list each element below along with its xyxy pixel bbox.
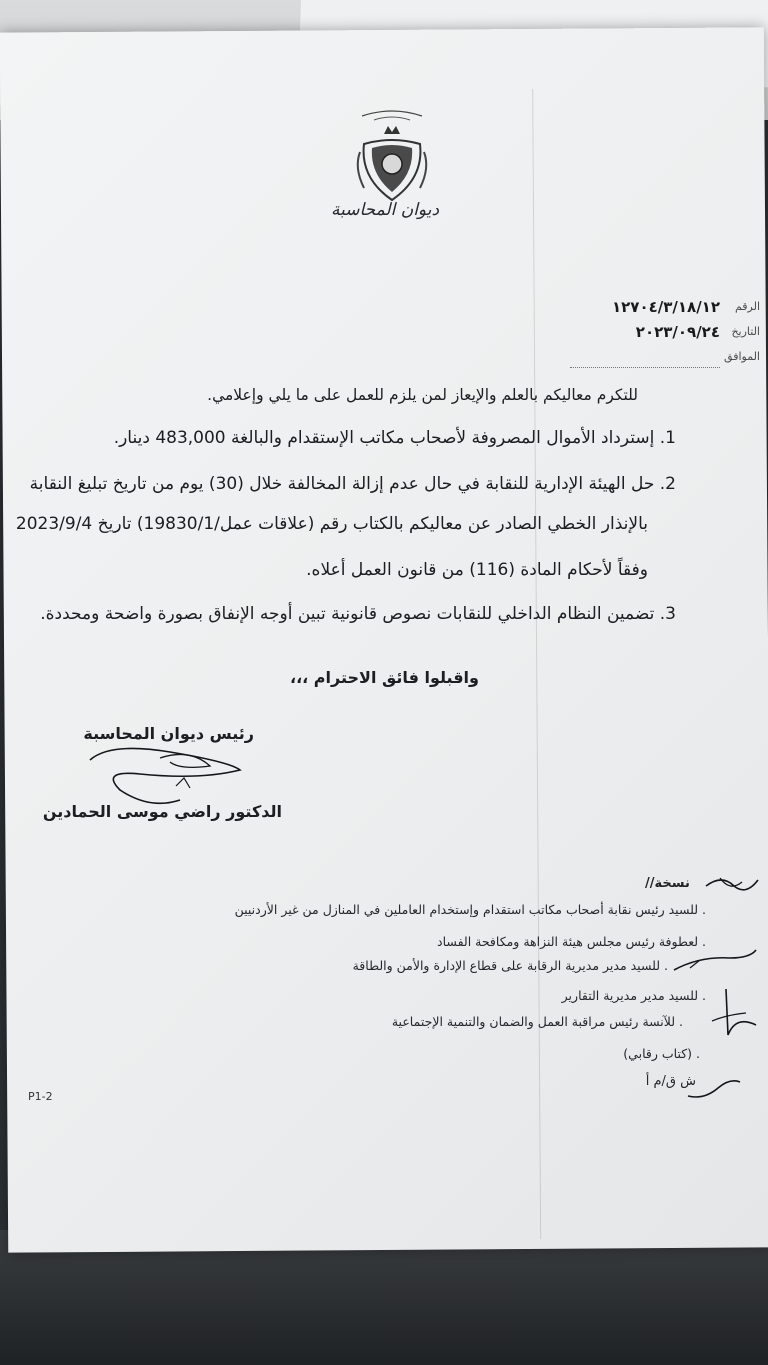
paper-fold — [532, 89, 541, 1239]
letter-item-3: 3. تضمين النظام الداخلي للنقابات نصوص قانونية تبين أوجه الإنفاق بصورة واضحة ومحددة. — [40, 604, 676, 624]
department-title: ديوان المحاسبة — [330, 200, 440, 220]
copy-item-6: . (كتاب رقابي) — [623, 1046, 700, 1061]
coat-of-arms-emblem — [352, 108, 432, 208]
letter-item-2-line-3: وفقاً لأحكام المادة (116) من قانون العمل أعلاه. — [306, 560, 648, 580]
copy-item-1: . للسيد رئيس نقابة أصحاب مكاتب استقدام وإستخدام العاملين في المنازل من غير الأردنيين — [234, 902, 706, 917]
copy-item-5: . للآنسة رئيس مراقبة العمل والضمان والتنمية الإجتماعية — [391, 1014, 683, 1029]
handwritten-mark-1 — [702, 872, 762, 898]
closing-line: واقبلوا فائق الاحترام ،،، — [290, 668, 479, 687]
handwritten-mark-4 — [684, 1072, 744, 1106]
letter-item-2-line-2: بالإنذار الخطي الصادر عن معاليكم بالكتاب رقم (علاقات عمل/19830/1) تاريخ 2023/9/4 — [15, 514, 648, 534]
letter-item-2-line-1: 2. حل الهيئة الإدارية للنقابة في حال عدم إزالة المخالفة خلال (30) يوم من تاريخ تبليغ النقابة — [29, 474, 676, 494]
ref-number-value: ١٢٧٠٤/٣/١٨/١٢ — [612, 298, 720, 316]
date-label: التاريخ — [731, 325, 760, 338]
copies-label: نسخة// — [645, 876, 690, 891]
initials-note: ش ق/م أ — [645, 1074, 696, 1089]
date-value: ٢٠٢٣/٠٩/٢٤ — [635, 323, 720, 341]
corresponding-label: الموافق — [724, 350, 760, 363]
letter-intro: للتكرم معاليكم بالعلم والإيعاز لمن يلزم للعمل على ما يلي وإعلامي. — [207, 386, 638, 404]
date-row — [560, 325, 760, 350]
ref-number-label: الرقم — [734, 300, 760, 313]
corresponding-line — [570, 367, 720, 368]
handwritten-mark-2 — [670, 946, 760, 976]
copy-item-2: . لعطوفة رئيس مجلس هيئة النزاهة ومكافحة الفساد — [437, 934, 706, 949]
handwritten-mark-3 — [706, 985, 762, 1045]
signatory-title: رئيس ديوان المحاسبة — [83, 724, 254, 743]
corresponding-row — [560, 350, 760, 375]
copy-item-3: . للسيد مدير مديرية الرقابة على قطاع الإدارة والأمن والطاقة — [352, 958, 668, 973]
reference-block — [560, 300, 760, 375]
letter-item-1: 1. إسترداد الأموال المصروفة لأصحاب مكاتب الإستقدام والبالغة 483,000 دينار. — [113, 428, 676, 448]
signatory-name: الدكتور راضي موسى الحمادين — [42, 802, 282, 821]
ref-number-row — [560, 300, 760, 325]
page-code: P1-2 — [28, 1090, 53, 1103]
copy-item-4: . للسيد مدير مديرية التقارير — [561, 988, 706, 1003]
